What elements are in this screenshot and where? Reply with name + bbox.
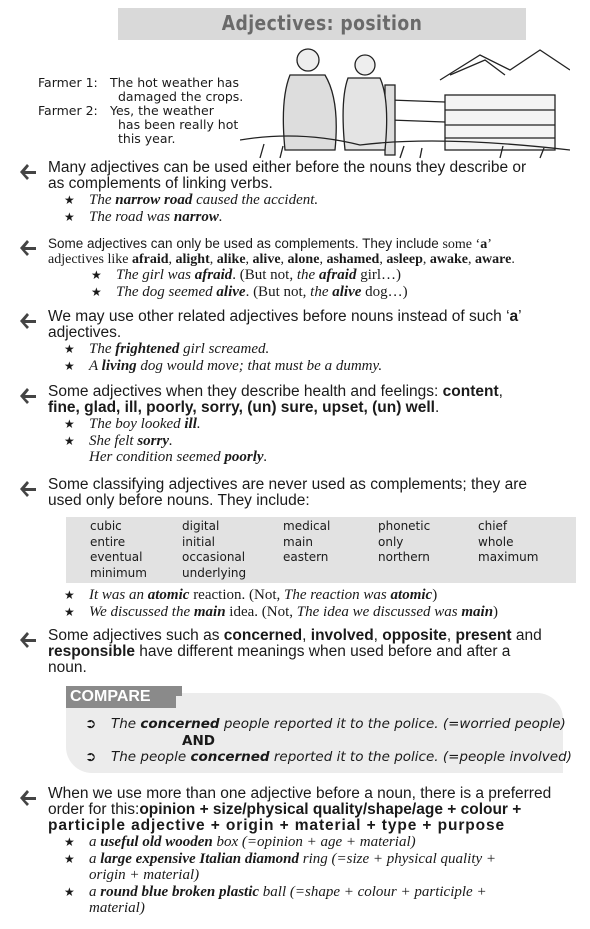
pointing-hand-icon [18,787,38,807]
example: ★ The narrow road caused the accident. [64,192,319,208]
word-item [378,566,478,582]
compare-example: ➲ The people concerned reported it to the police. (=people involved) [85,749,572,765]
section-1 [18,160,583,225]
example: ★ a round blue broken plastic ball (=shape + colour + participle + [64,883,487,900]
example: ★ A living dog would move; that must be a dummy. [64,357,383,374]
farmer-dialogue [38,76,250,146]
farmers-illustration [240,40,570,160]
word-item: underlying [182,565,247,580]
word-item: whole [478,534,514,549]
word-list-box [66,517,576,583]
pointing-hand-icon [18,161,38,181]
example: ★ The frightened girl screamed. [64,341,270,357]
arrow-icon: ➲ [85,749,97,765]
title-bar [118,8,526,40]
rule-text: We may use other related adjectives before nouns instead of such ‘a’ adjectives. [48,308,522,341]
example: ★ The boy looked ill. [64,416,201,432]
example: ★ a large expensive Italian diamond ring (=size + physical quality + [64,850,497,867]
section-2 [18,236,583,300]
example: ★ The girl was afraid. (But not, the afraid girl…) [91,267,402,283]
pointing-hand-icon [18,237,38,257]
rule-text: When we use more than one adjective before a noun, there is a preferred order for this:opinion + size/physical quality/shape/age + colour + participle adjective + origin + material + type + purpose [48,785,552,834]
word-item [478,566,578,582]
word-item: maximum [478,550,539,564]
section-7 [18,786,583,917]
word-item: cubic [90,519,122,533]
word-item: eastern [283,550,329,564]
pointing-hand-icon [18,310,38,330]
dialogue-line: Yes, the weather [110,103,214,118]
dialogue-line: has been really hot [118,117,239,132]
word-item: minimum [90,565,147,580]
example: material) [89,900,145,916]
example: origin + material) [89,867,200,883]
arrow-icon: ➲ [85,716,97,732]
example: ★ a useful old wooden box (=opinion + age + material) [64,834,416,850]
word-item: entire [90,534,126,549]
section-5-examples [18,587,583,620]
example: Her condition seemed poorly. [89,449,268,465]
word-item: only [378,534,404,549]
section-4 [18,384,583,466]
example: ★ She felt sorry. [64,432,173,449]
section-3 [18,309,583,374]
word-item: phonetic [378,519,431,533]
example: ★ The road was narrow. [64,208,223,225]
word-item: northern [378,550,430,564]
compare-example: ➲ The concerned people reported it to the police. (=worried people) [85,716,566,732]
compare-label: COMPARE [66,686,176,708]
rule-text: Some classifying adjectives are never used as complements; they are used only before nouns. They include: [48,476,528,509]
pointing-hand-icon [18,385,38,405]
dialogue-line: damaged the crops. [118,89,244,104]
example: ★ We discussed the main idea. (Not, The idea we discussed was main) [64,603,499,620]
word-item: occasional [182,550,246,564]
rule-text: Some adjectives such as concerned, involved, opposite, present and responsible have different meanings when used before and after a noun. [48,627,542,676]
section-6 [18,628,583,676]
word-item: main [283,534,313,549]
example: ★ It was an atomic reaction. (Not, The reaction was atomic) [64,587,438,603]
rule-text: Some adjectives when they describe health and feelings: content, fine, glad, ill, poorly, sorry, (un) sure, upset, (un) well. [48,383,503,416]
word-item [283,566,378,582]
speaker-1: Farmer 1: [38,75,98,90]
dialogue-line: The hot weather has [110,75,239,90]
example: ★ The dog seemed alive. (But not, the alive dog…) [91,283,408,300]
word-item: medical [283,519,331,533]
word-item: digital [182,519,220,533]
and-label: AND [182,733,215,749]
word-item: chief [478,519,508,533]
dialogue-line: this year. [118,131,176,146]
rule-text: Some adjectives can only be used as complements. They include some ‘a’ adjectives like afraid, alight, alike, alive, alone, ashamed, asleep, awake, aware. [48,236,515,267]
pointing-hand-icon [18,629,38,649]
page-title: Adjectives: position [221,11,423,35]
word-item: eventual [90,550,143,564]
word-item: initial [182,534,215,549]
word-grid [90,519,578,581]
speaker-2: Farmer 2: [38,103,98,118]
section-5 [18,477,583,509]
rule-text: Many adjectives can be used either before the nouns they describe or as complements of linking verbs. [48,159,527,192]
pointing-hand-icon [18,478,38,498]
